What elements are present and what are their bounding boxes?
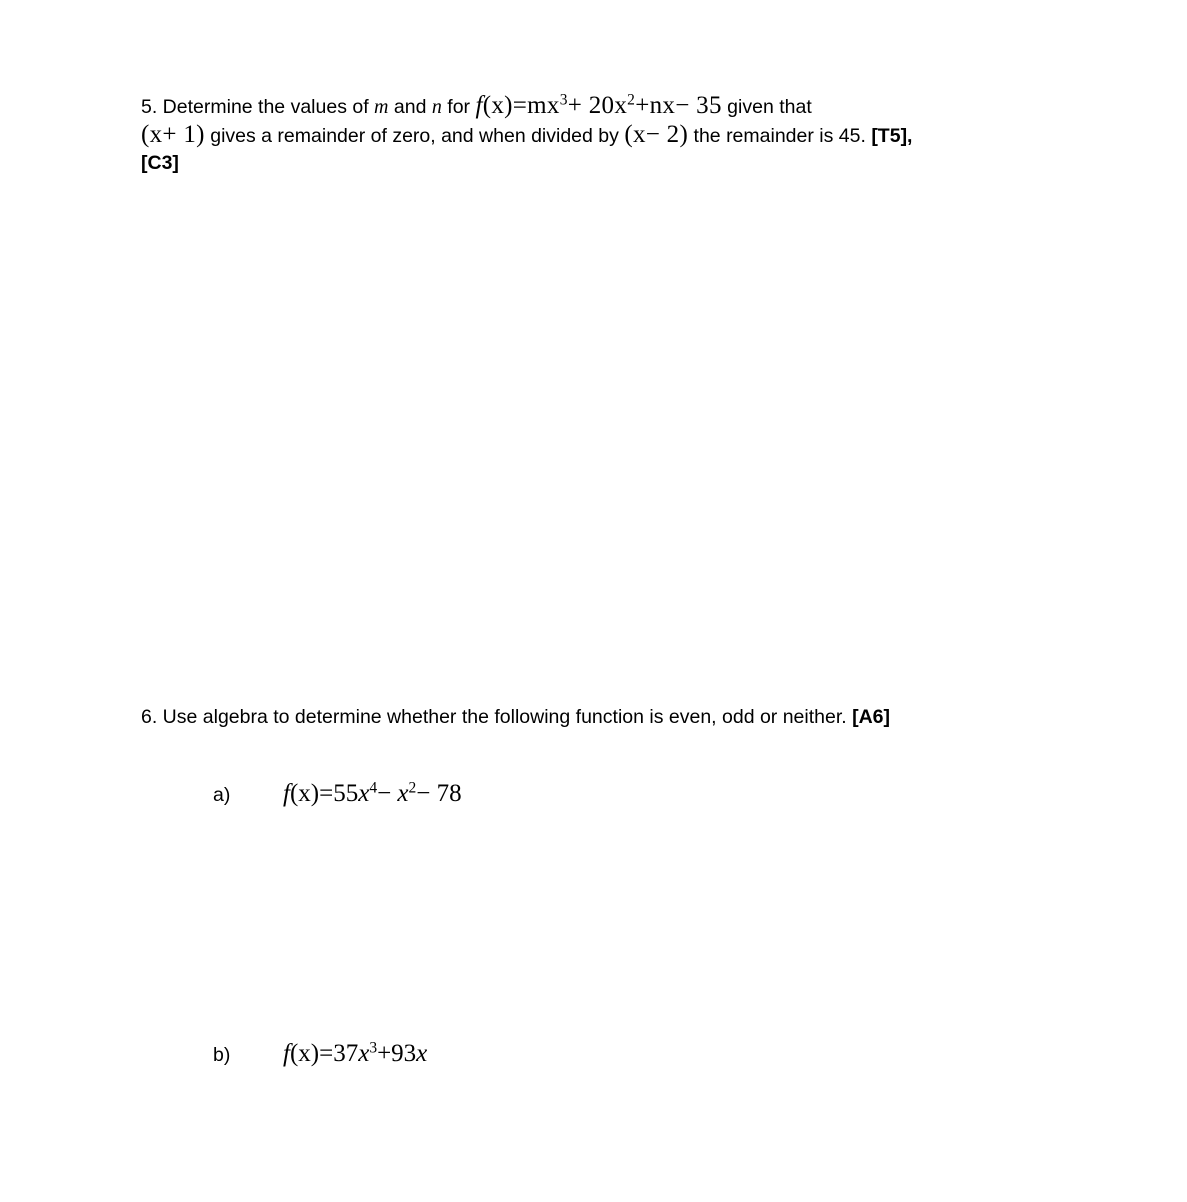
part-b-f: f xyxy=(283,1040,290,1067)
q5-and: and xyxy=(388,96,432,118)
q5-plus20: + 20x xyxy=(567,92,628,119)
q5-given-that: given that xyxy=(721,96,812,118)
q5-var-n: n xyxy=(431,96,442,118)
part-b-eq-start: (x)=37 xyxy=(289,1040,359,1067)
q5-for: for xyxy=(441,96,476,118)
part-a-minus: − xyxy=(377,780,398,807)
part-a-label: a) xyxy=(213,784,231,806)
q5-middle-text: gives a remainder of zero, and when divided by xyxy=(204,125,625,147)
q5-prefix: 5. Determine the values of xyxy=(141,96,375,118)
question-5 xyxy=(141,92,1041,177)
q5-func-rest: (x)=mx xyxy=(482,92,560,119)
part-a-exp1: 4 xyxy=(369,779,378,797)
part-b xyxy=(213,1040,427,1068)
part-a-x1: x xyxy=(358,780,370,807)
part-a-tail: − 78 xyxy=(416,780,462,807)
q5-var-m: m xyxy=(374,96,389,118)
part-a-x2: x xyxy=(397,780,409,807)
part-a-f: f xyxy=(283,780,290,807)
part-b-x2: x xyxy=(416,1040,428,1067)
q5-exp2: 2 xyxy=(627,91,636,109)
q5-end-text: the remainder is 45. xyxy=(688,125,872,147)
question-6 xyxy=(141,704,1061,731)
part-a-eq-start: (x)=55 xyxy=(289,780,359,807)
q5-tail: +nx− 35 xyxy=(635,92,722,119)
q5-code-t5: [T5], xyxy=(871,125,913,147)
q5-factor2: (x− 2) xyxy=(624,121,689,148)
q5-code-c3: [C3] xyxy=(141,152,179,174)
q6-prefix: 6. Use algebra to determine whether the following function is even, odd or neither. xyxy=(141,706,853,728)
part-a-exp2: 2 xyxy=(408,779,417,797)
q5-factor1: (x+ 1) xyxy=(141,121,205,148)
part-b-x1: x xyxy=(358,1040,370,1067)
part-b-tail-num: +93 xyxy=(377,1040,417,1067)
part-b-exp1: 3 xyxy=(369,1039,378,1057)
q5-function xyxy=(475,92,721,119)
q5-func-f: f xyxy=(475,92,483,119)
part-b-equation xyxy=(283,1040,427,1067)
part-a xyxy=(213,780,462,808)
q5-exp3: 3 xyxy=(559,91,568,109)
q6-code-a6: [A6] xyxy=(852,706,891,728)
part-a-equation xyxy=(283,780,462,807)
part-b-label: b) xyxy=(213,1044,231,1066)
